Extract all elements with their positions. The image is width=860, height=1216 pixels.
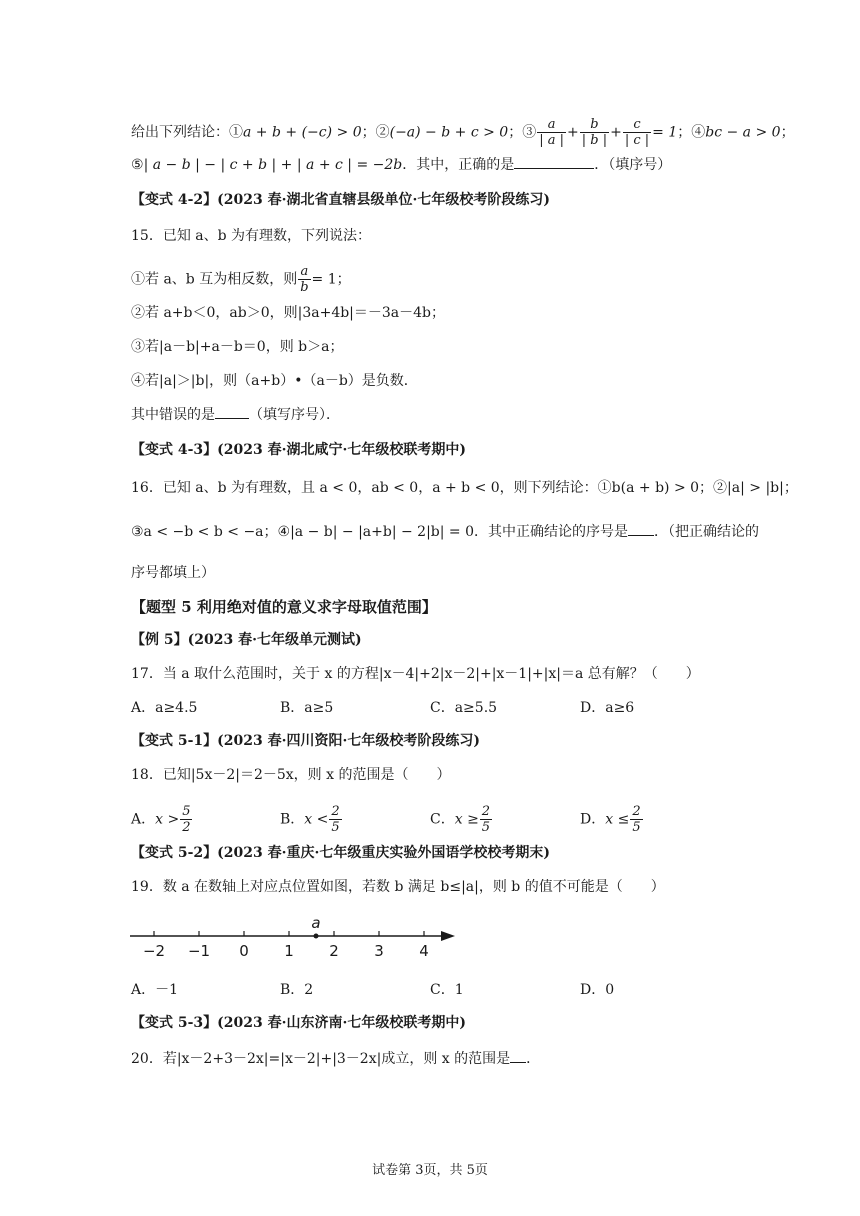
text: ；④ [677, 124, 706, 141]
q15-item-3: ③若|a－b|+a－b＝0，则 b＞a； [131, 339, 344, 355]
formula-2: (−a) − b + c > 0 [389, 124, 509, 141]
q19-option-b[interactable]: B．2 [280, 982, 314, 998]
q17-option-c[interactable]: C．a≥5.5 [430, 700, 498, 716]
answer-blank[interactable] [215, 418, 249, 419]
q20-stem: 20．若|x－2+3－2x|=|x－2|+|3－2x|成立，则 x 的范围是 ． [131, 1051, 541, 1067]
q18-option-b[interactable]: B．x < $\frac{2}{5}$ [280, 804, 340, 835]
tick-label: 2 [329, 942, 339, 960]
q17-option-d[interactable]: D．a≥6 [580, 700, 635, 716]
q16-line-2: ③a < −b < b < −a；④|a − b| − |a+b| − 2|b| = 0．其中正确结论的序号是 ．（把正确结论的 [131, 524, 760, 540]
q18-option-c[interactable]: C．x ≥ $\frac{2}{5}$ [430, 804, 491, 835]
tick-label: 1 [284, 942, 294, 960]
answer-blank[interactable] [510, 1062, 526, 1063]
variant-5-3-heading: 【变式 5-3】(2023 春·山东济南·七年级校联考期中) [131, 1015, 467, 1031]
formula-1: a + b + (−c) > 0 [243, 124, 362, 141]
q15-item-2: ②若 a+b＜0，ab＞0，则|3a+4b|＝－3a－4b； [131, 305, 446, 321]
q17-option-a[interactable]: A．a≥4.5 [131, 700, 198, 716]
number-line-figure [125, 910, 465, 970]
q16-line-1: 16．已知 a、b 为有理数，且 a < 0，ab < 0，a + b < 0，则下列结论：①b(a + b) > 0；②|a| > |b|； [131, 480, 798, 496]
tick-label: 4 [419, 942, 429, 960]
fraction-b: $\frac{b}{| b |}$ [581, 117, 608, 148]
answer-blank[interactable] [628, 535, 654, 536]
point-a-label: a [311, 914, 321, 932]
tick-label: 3 [374, 942, 384, 960]
text: ⑤ [131, 157, 144, 173]
q19-option-c[interactable]: C．1 [430, 982, 464, 998]
q19-option-d[interactable]: D．0 [580, 982, 615, 998]
q15-item-4: ④若|a|＞|b|，则（a+b）•（a－b）是负数． [131, 373, 418, 389]
tick-label: −1 [187, 942, 211, 960]
q15-stem: 15．已知 a、b 为有理数，下列说法： [131, 228, 372, 244]
tick-label: 0 [239, 942, 249, 960]
page-footer: 试卷第 3页，共 5页 [372, 1163, 488, 1178]
text: ； [780, 124, 795, 141]
q18-stem: 18．已知|5x－2|＝2－5x，则 x 的范围是（ ） [131, 767, 451, 783]
q18-option-a[interactable]: A．x > $\frac{5}{2}$ [131, 804, 191, 835]
arrow-head-icon [441, 931, 455, 941]
variant-5-1-heading: 【变式 5-1】(2023 春·四川资阳·七年级校考阶段练习) [131, 733, 481, 749]
q19-option-a[interactable]: A．－1 [131, 982, 179, 998]
answer-blank[interactable] [514, 168, 594, 169]
text: ．其中，正确的是 [402, 157, 515, 173]
formula-4: bc − a > 0 [705, 124, 781, 141]
q15-tail: 其中错误的是 （填写序号）． [131, 407, 340, 423]
fraction-a-over-b: $\frac{a}{b}$ [300, 264, 309, 295]
q17-option-b[interactable]: B．a≥5 [280, 700, 334, 716]
fraction-c: $\frac{c}{| c |}$ [624, 117, 650, 148]
q15-item-1: ①若 a、b 互为相反数，则 $\frac{a}{b}$ = 1； [131, 264, 351, 295]
q19-stem: 19．数 a 在数轴上对应点位置如图，若数 b 满足 b≤|a|，则 b 的值不可能是（ ） [131, 879, 665, 895]
tick-label: −2 [142, 942, 166, 960]
point-a [314, 934, 319, 939]
q18-option-d[interactable]: D．x ≤ $\frac{2}{5}$ [580, 804, 641, 835]
text: ．（填序号） [594, 157, 672, 173]
variant-4-2-heading: 【变式 4-2】(2023 春·湖北省直辖县级单位·七年级校考阶段练习) [131, 192, 551, 208]
variant-4-3-heading: 【变式 4-3】(2023 春·湖北咸宁·七年级校联考期中) [131, 442, 467, 458]
q17-stem: 17．当 a 取什么范围时，关于 x 的方程|x－4|+2|x－2|+|x－1|+|x|＝a 总有解？（ ） [131, 666, 700, 682]
section-title-type-5: 【题型 5 利用绝对值的意义求字母取值范围】 [131, 598, 437, 616]
example-5-heading: 【例 5】(2023 春·七年级单元测试) [131, 632, 362, 648]
text: 给出下列结论：① [131, 124, 243, 141]
text: ；② [361, 124, 390, 141]
q16-line-3: 序号都填上） [131, 565, 215, 581]
fraction-a: $\frac{a}{| a |}$ [539, 117, 564, 148]
conclusions-line-1: 给出下列结论：①a + b + (−c) > 0；②(−a) − b + c > 0；③ $\frac{a}{| a |}$ + $\frac{b}{| b |}$ + $\frac{c}{| c |}$ = 1；④bc − a > 0； [131, 117, 795, 148]
formula-5: | a − b | − | c + b | + | a + c | = −2b [143, 157, 403, 173]
text: ；③ [508, 124, 537, 141]
formula-3: = 1 [652, 124, 678, 141]
conclusions-line-2 [131, 155, 671, 175]
variant-5-2-heading: 【变式 5-2】(2023 春·重庆·七年级重庆实验外国语学校校考期末) [131, 845, 551, 861]
